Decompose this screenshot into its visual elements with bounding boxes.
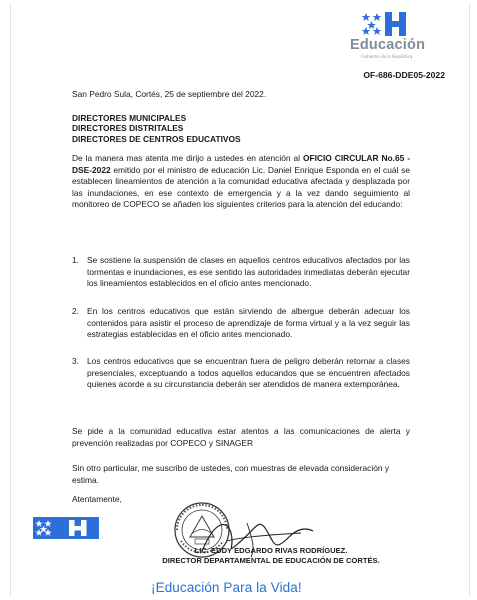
courtesy-paragraph: Sin otro particular, me suscribo de ustedes, con muestras de elevada consideración y estima. — [72, 463, 390, 485]
recipient-line: DIRECTORES DISTRITALES — [72, 123, 184, 134]
item-number: 2. — [72, 306, 79, 316]
item-text: En los centros educativos que están sirviendo de albergue deberán adecuar los contenidos para asistir el proceso de aprendizaje de forma virtual y a la vez seguir las estrategias establecidas en el oficio antes mencionado. — [87, 306, 410, 339]
item-number: 1. — [72, 255, 79, 265]
recipients — [72, 113, 410, 144]
signer-block — [121, 546, 421, 565]
item-number: 3. — [72, 356, 79, 366]
signer-title: DIRECTOR DEPARTAMENTAL DE EDUCACIÓN DE CORTÉS. — [162, 555, 380, 565]
education-logo — [347, 11, 457, 63]
intro-paragraph — [72, 153, 410, 211]
circular-reference: OFICIO CIRCULAR No.65 -DSE-2022 — [72, 153, 410, 175]
item-text: Los centros educativos que se encuentran fuera de peligro deberán retornar a clases presenciales, exceptuando a todos aquellos educandos que se encuentren afectados quienes acorde a su circunstancia deberán ser atendidos de manera extemporánea. — [87, 356, 410, 389]
brand-subtitle: Gobierno de la República — [361, 55, 413, 60]
intro-text: De la manera mas atenta me dirijo a ustedes en atención al — [72, 153, 303, 163]
signer-name: LIC. EDDY EDGARDO RIVAS RODRÍGUEZ. — [194, 546, 348, 555]
intro-text-cont: emitido por el ministro de educación Lic. Daniel Enrique Esponda en el cuál se establecen lineamientos de atención a la comunidad educativa afectada y desplazada por las inundaciones, en ese contexto de emergencia y a la vez dando seguimiento al monitoreo de COPECO se añaden los siguientes criterios para la atención del educando: — [72, 164, 410, 209]
footer-slogan: ¡Educación Para la Vida! — [151, 580, 302, 595]
recipient-line: DIRECTORES DE CENTROS EDUCATIVOS — [72, 133, 241, 144]
honduras-h-stars-icon — [33, 517, 99, 539]
closing: Atentamente, — [72, 494, 122, 504]
reference-number: OF-686-DDE05-2022 — [363, 70, 445, 80]
brand-name: Educación — [350, 37, 426, 53]
item-text: Se sostiene la suspensión de clases en aquellos centros educativos afectados por las tormentas e inundaciones, es ese sentido las autoridades inmediatas deberán ejecutar los lineamientos establecidos en el oficio antes mencionado. — [87, 255, 410, 288]
letter-page — [10, 3, 470, 597]
recipient-line: DIRECTORES MUNICIPALES — [72, 113, 187, 123]
honduras-h-stars-icon — [361, 11, 421, 37]
place-date: San Pedro Sula, Cortés, 25 de septiembre del 2022. — [72, 89, 267, 99]
alert-paragraph: Se pide a la comunidad educativa estar atentos a las comunicaciones de alerta y prevención realizadas por COPECO y SINAGER — [72, 426, 410, 448]
